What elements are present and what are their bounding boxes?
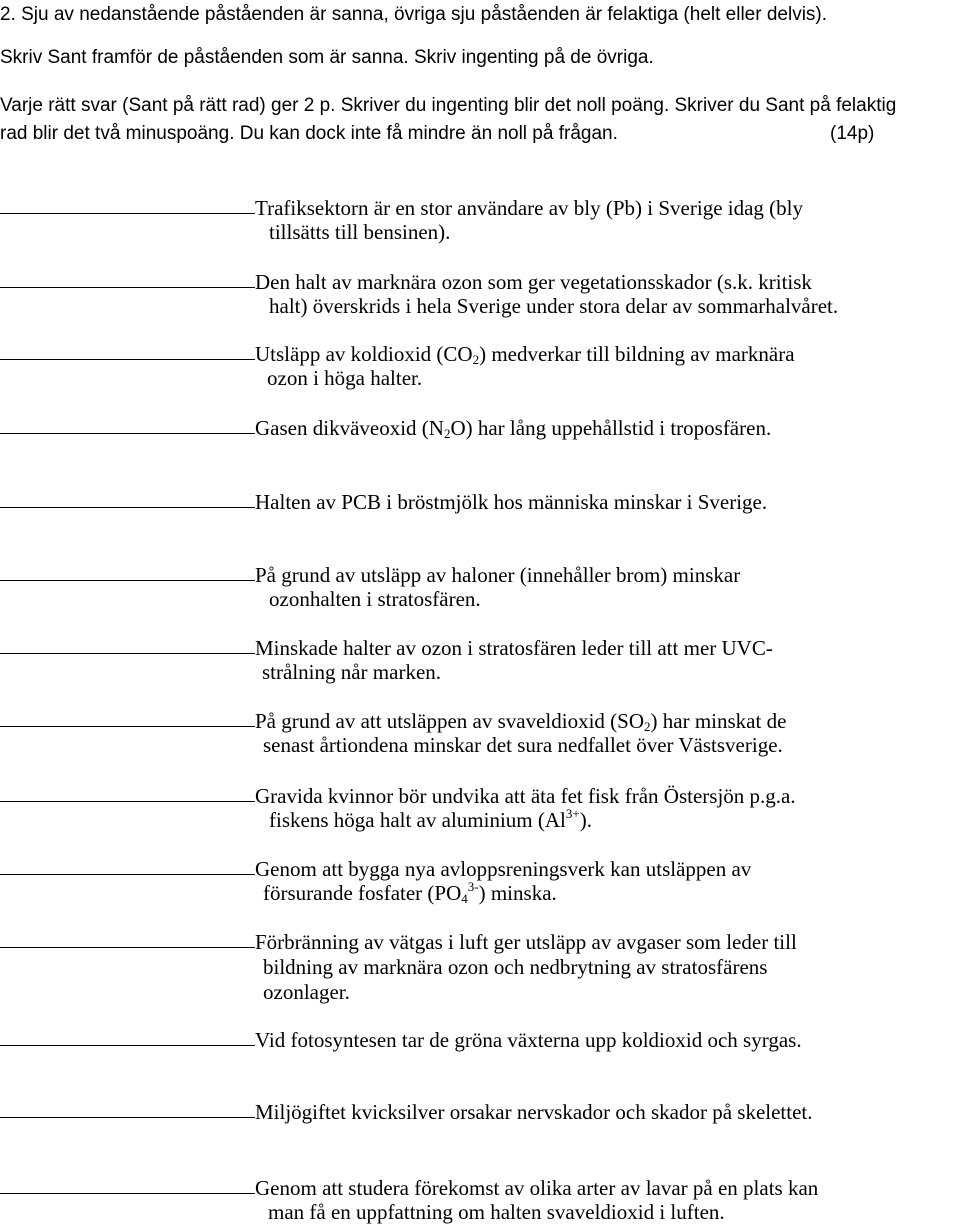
- statement-6: [0, 563, 960, 643]
- statement-3: [0, 342, 960, 422]
- answer-blank[interactable]: [0, 874, 255, 875]
- answer-blank[interactable]: [0, 433, 255, 434]
- statement-text-continued: senast årtiondena minskar det sura nedfallet över Västsverige.: [263, 733, 783, 757]
- statement-text: Genom att bygga nya avloppsreningsverk kan utsläppen av: [255, 857, 752, 881]
- statement-text-continued: man få en uppfattning om halten svaveldioxid i luften.: [268, 1200, 725, 1224]
- answer-blank[interactable]: [0, 726, 255, 727]
- answer-blank[interactable]: [0, 507, 255, 508]
- answer-blank[interactable]: [0, 359, 255, 360]
- statement-text-continued: bildning av marknära ozon och nedbrytning av stratosfärens: [263, 955, 768, 979]
- scoring-line: Varje rätt svar (Sant på rätt rad) ger 2 p. Skriver du ingenting blir det noll poäng. Skriver du Sant på felaktig: [0, 95, 897, 116]
- statement-text-continued: ozonhalten i stratosfären.: [269, 587, 481, 611]
- statement-8: [0, 709, 960, 789]
- statement-12: [0, 1028, 960, 1058]
- instruction-line: Skriv Sant framför de påståenden som är sanna. Skriv ingenting på de övriga.: [0, 47, 654, 68]
- statement-text-continued: ozonlager.: [263, 980, 350, 1004]
- statement-text-continued: fiskens höga halt av aluminium $(Al^{3+})$.: [269, 806, 592, 832]
- question-title: 2. Sju av nedanstående påståenden är sanna, övriga sju påståenden är felaktiga (helt eller delvis).: [0, 4, 828, 25]
- statement-text: Trafiksektorn är en stor användare av bly (Pb) i Sverige idag (bly: [255, 196, 803, 220]
- statement-13: [0, 1100, 960, 1130]
- statement-text: Gravida kvinnor bör undvika att äta fet fisk från Östersjön p.g.a.: [255, 784, 796, 808]
- answer-blank[interactable]: [0, 287, 255, 288]
- statement-text: På grund av utsläpp av haloner (innehåller brom) minskar: [255, 563, 741, 587]
- points-label: (14p): [830, 123, 875, 144]
- answer-blank[interactable]: [0, 947, 255, 948]
- answer-blank[interactable]: [0, 801, 255, 802]
- statement-text: Gasen dikväveoxid $(N_2O)$ har lång uppehållstid i troposfären.: [255, 416, 772, 441]
- answer-blank[interactable]: [0, 1045, 255, 1046]
- answer-blank[interactable]: [0, 1193, 255, 1194]
- statement-text: Utsläpp av koldioxid $(CO_2)$ medverkar till bildning av marknära: [255, 342, 795, 367]
- statement-text: Halten av PCB i bröstmjölk hos människa minskar i Sverige.: [255, 490, 768, 514]
- statement-text: På grund av att utsläppen av svaveldioxid $(SO_2)$ har minskat de: [255, 709, 787, 734]
- statement-text-continued: försurande fosfater $(PO_4^{3-})$ minska.: [263, 879, 557, 906]
- statement-text: Miljögiftet kvicksilver orsakar nervskador och skador på skelettet.: [255, 1100, 813, 1124]
- scoring-line-continued: rad blir det två minuspoäng. Du kan dock inte få mindre än noll på frågan.: [0, 123, 618, 144]
- statement-7: [0, 636, 960, 716]
- statement-5: [0, 490, 960, 570]
- answer-blank[interactable]: [0, 653, 255, 654]
- answer-blank[interactable]: [0, 1117, 255, 1118]
- statement-10: [0, 857, 960, 937]
- statement-11: [0, 930, 960, 1010]
- statement-text-continued: ozon i höga halter.: [267, 366, 423, 390]
- answer-blank[interactable]: [0, 580, 255, 581]
- answer-blank[interactable]: [0, 213, 255, 214]
- statement-9: [0, 784, 960, 864]
- statement-4: [0, 416, 960, 496]
- statement-1: [0, 196, 960, 276]
- statement-text: Förbränning av vätgas i luft ger utsläpp av avgaser som leder till: [255, 930, 797, 954]
- statement-14: [0, 1176, 960, 1226]
- statement-text: Genom att studera förekomst av olika arter av lavar på en plats kan: [255, 1176, 819, 1200]
- statement-text-continued: halt) överskrids i hela Sverige under stora delar av sommarhalvåret.: [269, 294, 839, 318]
- statement-2: [0, 270, 960, 350]
- statement-text: Vid fotosyntesen tar de gröna växterna upp koldioxid och syrgas.: [255, 1028, 802, 1052]
- statement-text-continued: tillsätts till bensinen).: [269, 220, 451, 244]
- statement-text: Minskade halter av ozon i stratosfären leder till att mer UVC-: [255, 636, 773, 660]
- statement-text: Den halt av marknära ozon som ger vegetationsskador (s.k. kritisk: [255, 270, 812, 294]
- statement-text-continued: strålning når marken.: [262, 660, 442, 684]
